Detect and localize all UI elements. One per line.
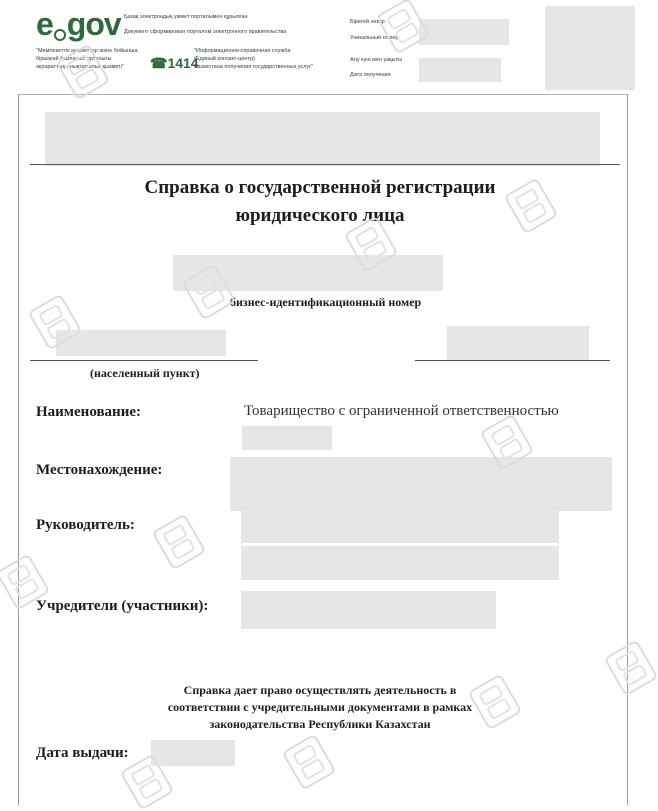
contact-kz-line-1: "Мемлекеттік қызметтер және бойынша <box>36 48 138 54</box>
date-redacted <box>447 326 589 360</box>
top-redacted-block <box>45 112 600 166</box>
contact-kz-line-2: бірыңғай байланыс орталығы <box>36 56 112 62</box>
locality-redacted <box>56 330 226 356</box>
unique-number-label-ru: Уникальный номер <box>350 35 399 41</box>
name-label: Наименование: <box>36 404 141 420</box>
portal-ru-text: Документ сформирован порталом электронного правительства <box>124 29 287 35</box>
date-underline <box>415 360 610 361</box>
head-redacted-2 <box>241 546 559 580</box>
document-title <box>100 174 540 230</box>
qr-code-redacted <box>545 6 635 90</box>
locality-caption: (населенный пункт) <box>90 366 200 380</box>
receipt-date-label-kz: Алу күні мен уақыты <box>350 57 403 63</box>
top-divider <box>30 164 620 165</box>
location-label: Местонахождение: <box>36 462 163 478</box>
head-redacted-1 <box>241 511 559 543</box>
location-redacted <box>230 457 612 511</box>
logo-circle-icon <box>54 29 66 41</box>
portal-kz-text: Қазақ электрондық үкімет порталымен құрылған <box>124 14 248 20</box>
contact-ru-line-2: (Единый контакт-центр) <box>194 56 255 62</box>
rights-notice <box>150 682 490 733</box>
title-line-2: юридического лица <box>235 205 405 226</box>
head-label: Руководитель: <box>36 517 135 533</box>
receipt-date-label-ru: Дата получения <box>350 72 391 78</box>
unique-number-label-kz: Бірегей нөмір <box>350 19 385 25</box>
issue-date-label: Дата выдачи: <box>36 745 129 761</box>
unique-number-redacted <box>419 19 509 45</box>
name-value: Товарищество с ограниченной ответственностью <box>244 403 559 419</box>
founders-redacted <box>241 591 496 629</box>
contact-ru-line-1: "Информационно-справочная служба <box>194 48 291 54</box>
contact-kz-line-3: ақпараттық-анықтамалық қызметі" <box>36 64 124 70</box>
contact-ru-line-3: Казахстана получения государственных услуг" <box>194 64 314 70</box>
founders-label: Учредители (участники): <box>36 598 209 614</box>
notice-line-3: законодательства Республики Казахстан <box>209 717 431 731</box>
notice-line-1: Справка дает право осуществлять деятельность в <box>183 683 457 697</box>
title-line-1: Справка о государственной регистрации <box>144 177 496 198</box>
phone-number: ☎1414 <box>150 55 199 71</box>
bin-caption: бизнес-идентификационный номер <box>230 295 422 309</box>
locality-underline <box>30 360 258 361</box>
egov-logo: e gov <box>36 6 121 42</box>
issue-date-redacted <box>151 740 235 766</box>
receipt-date-redacted <box>419 58 501 82</box>
name-redacted <box>242 426 332 450</box>
notice-line-2: соответствии с учредительными документами в рамках <box>167 700 473 714</box>
